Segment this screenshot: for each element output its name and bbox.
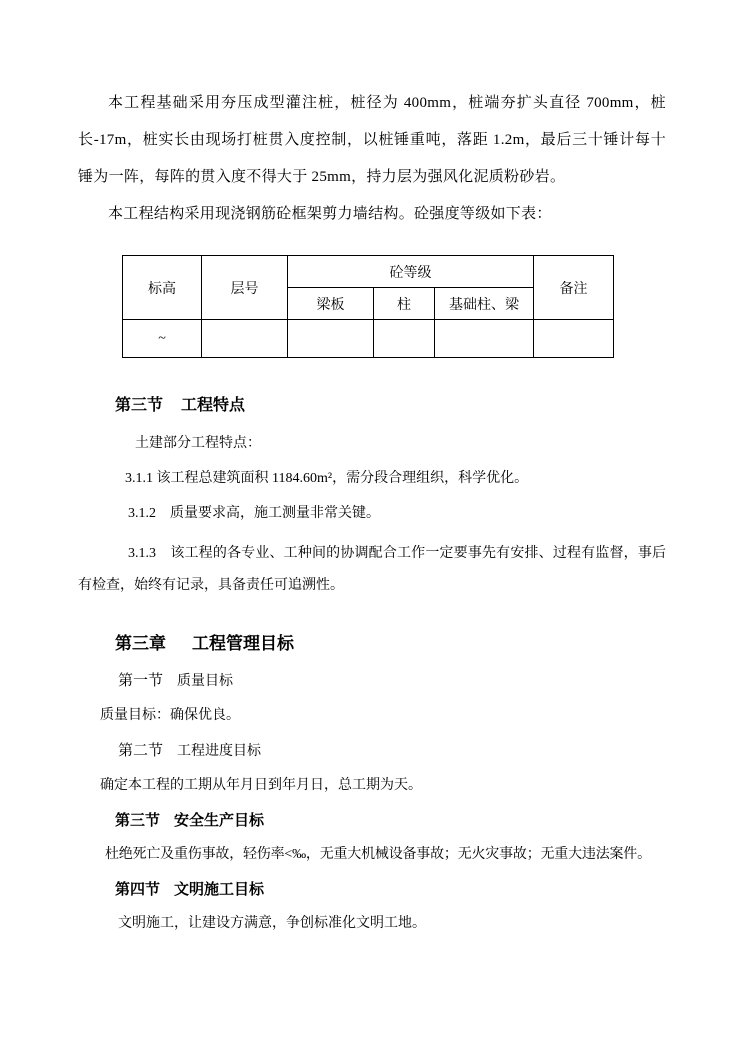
paragraph-structure-intro: 本工程结构采用现浇钢筋砼框架剪力墙结构。砼强度等级如下表： — [108, 206, 552, 222]
section-heading-project-features — [115, 394, 666, 418]
feature-item-312: 3.1.2 质量要求高，施工测量非常关键。 — [128, 506, 380, 521]
data-cell-column — [374, 320, 435, 358]
section-number: 第三节 — [115, 397, 164, 414]
subsection-heading-safety-goal — [115, 809, 666, 833]
chapter-title: 工程管理目标 — [192, 634, 294, 653]
header-cell-remarks: 备注 — [534, 256, 614, 320]
feature-intro-line: 土建部分工程特点： — [135, 436, 261, 451]
civilized-construction-goal-body: 文明施工，让建设方满意，争创标准化文明工地。 — [118, 916, 426, 931]
feature-item-313: 3.1.3 该工程的各专业、工种间的协调配合工作一定要事先有安排、过程有监督，事后有检查，始终有记录，具备责任可追溯性。 — [78, 546, 666, 593]
header-cell-elevation: 标高 — [123, 256, 202, 320]
header-cell-column: 柱 — [374, 288, 435, 320]
subsection-number: 第二节 — [118, 743, 164, 759]
paragraph-foundation-piles: 本工程基础采用夯压成型灌注桩，桩径为 400mm，桩端夯扩头直径 700mm，桩长-17m，桩实长由现场打桩贯入度控制，以桩锤重吨，落距 1.2m，最后三十锤计每十锤为一阵，每阵的贯入度不得大于 25mm，持力层为强风化泥质粉砂岩。 — [78, 95, 666, 185]
header-cell-floor: 层号 — [202, 256, 288, 320]
subsection-number: 第三节 — [115, 813, 161, 829]
table-header-row-1 — [123, 256, 614, 288]
subsection-title: 工程进度目标 — [177, 744, 262, 759]
data-cell-elevation: ~ — [123, 320, 202, 358]
subsection-title: 质量目标 — [177, 674, 234, 689]
data-cell-remarks — [534, 320, 614, 358]
subsection-heading-civilized-construction-goal — [115, 878, 666, 902]
subsection-title: 文明施工目标 — [174, 882, 265, 898]
header-cell-beam-slab: 梁板 — [288, 288, 374, 320]
header-cell-foundation: 基础柱、梁 — [435, 288, 534, 320]
data-cell-floor — [202, 320, 288, 358]
chapter-heading-management-goals — [115, 631, 666, 657]
quality-goal-body: 质量目标：确保优良。 — [100, 708, 240, 723]
section-title: 工程特点 — [181, 397, 246, 414]
chapter-number: 第三章 — [115, 634, 166, 653]
subsection-heading-quality-goal — [118, 669, 666, 694]
data-cell-foundation — [435, 320, 534, 358]
data-cell-beam-slab — [288, 320, 374, 358]
subsection-title: 安全生产目标 — [174, 813, 265, 829]
concrete-grade-table — [122, 255, 614, 358]
schedule-goal-body: 确定本工程的工期从年月日到年月日，总工期为天。 — [100, 778, 422, 793]
safety-goal-body: 杜绝死亡及重伤事故，轻伤率<‰，无重大机械设备事故；无火灾事故；无重大违法案件。 — [105, 847, 651, 862]
subsection-number: 第一节 — [118, 673, 164, 689]
feature-item-311: 3.1.1 该工程总建筑面积 1184.60m²，需分段合理组织，科学优化。 — [125, 471, 529, 486]
subsection-number: 第四节 — [115, 882, 161, 898]
subsection-heading-schedule-goal — [118, 739, 666, 764]
header-cell-grade-group: 砼等级 — [288, 256, 534, 288]
table-data-row — [123, 320, 614, 358]
